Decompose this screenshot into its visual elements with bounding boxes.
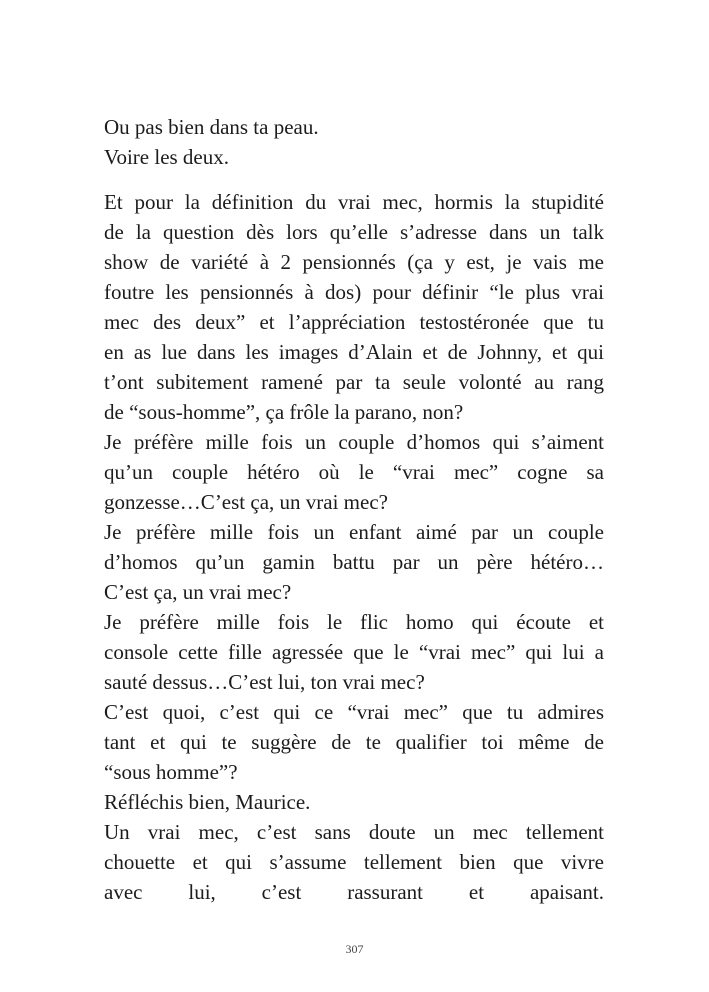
text-line: gonzesse…C’est ça, un vrai mec? xyxy=(104,490,388,514)
page-number: 307 xyxy=(345,942,364,956)
text-line: Voire les deux. xyxy=(104,145,230,169)
text-line: show de variété à 2 pensionnés (ça y est, je vais me xyxy=(104,250,604,274)
text-line: t’ont subitement ramené par ta seule volonté au rang xyxy=(104,370,604,394)
text-line: “sous homme”? xyxy=(104,760,238,784)
text-line: de “sous-homme”, ça frôle la parano, non? xyxy=(104,400,464,424)
text-line: de la question dès lors qu’elle s’adresse dans un talk xyxy=(104,220,604,244)
text-line: en as lue dans les images d’Alain et de Johnny, et qui xyxy=(104,340,604,364)
text-line: tant et qui te suggère de te qualifier toi même de xyxy=(104,730,604,754)
text-line: Je préfère mille fois le flic homo qui écoute et xyxy=(104,610,604,634)
text-line: d’homos qu’un gamin battu par un père hétéro… xyxy=(104,550,604,574)
text-line: C’est quoi, c’est qui ce “vrai mec” que tu admires xyxy=(104,700,604,724)
text-line: Réfléchis bien, Maurice. xyxy=(104,790,311,814)
opening-paragraph xyxy=(104,112,604,172)
text-line: sauté dessus…C’est lui, ton vrai mec? xyxy=(104,670,425,694)
text-line: qu’un couple hétéro où le “vrai mec” cogne sa xyxy=(104,460,604,484)
text-line: mec des deux” et l’appréciation testostéronée que tu xyxy=(104,310,604,334)
text-line: console cette fille agressée que le “vrai mec” qui lui a xyxy=(104,640,604,664)
text-line: Et pour la définition du vrai mec, hormis la stupidité xyxy=(104,190,604,214)
text-line: Ou pas bien dans ta peau. xyxy=(104,115,319,139)
text-line: Un vrai mec, c’est sans doute un mec tellement xyxy=(104,820,604,844)
text-line: foutre les pensionnés à dos) pour définir “le plus vrai xyxy=(104,280,604,304)
main-paragraph xyxy=(104,187,604,907)
text-line: Je préfère mille fois un couple d’homos qui s’aiment xyxy=(104,430,604,454)
text-line: avec lui, c’est rassurant et apaisant. xyxy=(104,880,604,904)
text-line: C’est ça, un vrai mec? xyxy=(104,580,292,604)
text-line: chouette et qui s’assume tellement bien que vivre xyxy=(104,850,604,874)
text-line: Je préfère mille fois un enfant aimé par un couple xyxy=(104,520,604,544)
